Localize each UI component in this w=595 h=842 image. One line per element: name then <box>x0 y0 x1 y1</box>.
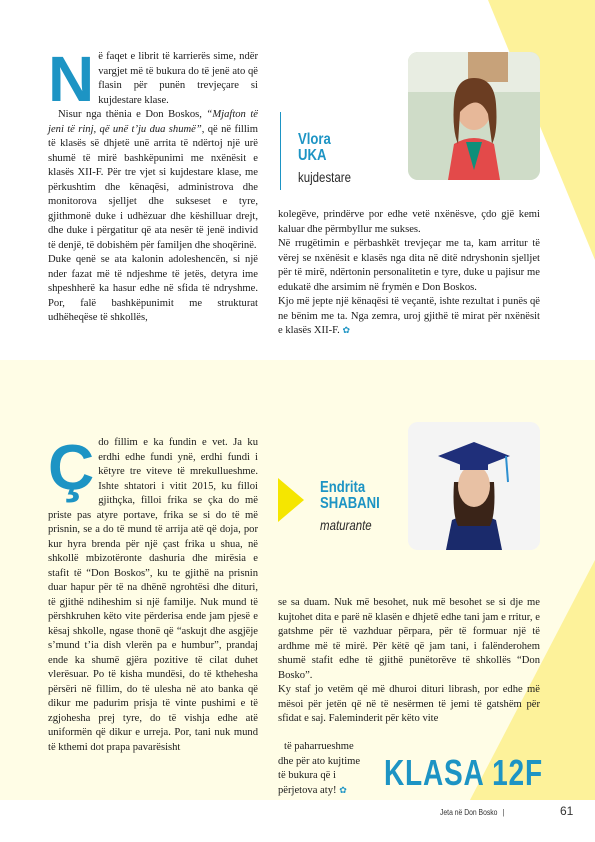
student-name-marker <box>278 478 304 522</box>
student-role: maturante <box>320 517 372 533</box>
teacher-photo <box>408 52 540 180</box>
article1-paragraph2 <box>48 108 258 253</box>
article1-column1 <box>48 43 258 326</box>
article1-lead-text: ë faqet e librit të karrierës sime, ndër vargjet më të bukura do të jenë ato që flasin për punën trevjeçare si kujdestare klase. <box>98 51 258 106</box>
article2-column2-paragraph2: Ky staf jo vetëm që më dhuroi dituri librash, por edhe më mësoi për jetën që në të nesërmen të jemi të gatshëm për sfidat e saj. Faleminderit për këto vite <box>278 684 540 724</box>
student-photo <box>408 422 540 550</box>
section-divider <box>0 360 595 390</box>
teacher-role: kujdestare <box>298 169 351 185</box>
teacher-portrait <box>408 52 540 180</box>
teacher-first-name: Vlora <box>298 131 331 148</box>
article1-column2-paragraph2: Në rrugëtimin e përbashkët trevjeçar me ta, kam arritur të vërej se nxënësit e klasës nga dita në ditë ndryshonin sjelljet për të mirë, ndërtonin personalitetin e tyre, duke u pajisur me edukatë dhe arsimim në frymën e Don Boskos. <box>278 238 540 293</box>
article2-dropcap: Ç <box>48 431 95 503</box>
article2-paragraph1 <box>48 431 258 755</box>
article2-column2 <box>278 596 540 727</box>
student-portrait <box>408 422 540 550</box>
article1-p2-start: Nisur nga thënia e Don Boskos, <box>58 109 207 120</box>
closing-text-1: të paharrueshme <box>284 741 354 752</box>
student-name-block <box>320 480 380 534</box>
class-title: KLASA 12F <box>384 752 543 793</box>
article1-closing-text: Kjo më jepte një kënaqësi të veçantë, ishte rezultat i punës që ne bënim me ta. Nga zemra, uroj gjithë të mirat për nxënësit e klasës XII-F. <box>278 296 540 336</box>
flower-ornament-icon: ✿ <box>339 785 347 796</box>
student-first-name: Endrita <box>320 479 366 496</box>
page-number: 61 <box>560 804 574 818</box>
closing-line-4 <box>278 784 376 799</box>
article2-column1 <box>48 431 258 755</box>
article1-paragraph3: Duke qenë se ata kalonin adoleshencën, si një nder fazat më të ndjeshme të jetës, detyra ime shpeshherë ka hasur edhe në sfida të ndryshme. Por, falë bashkëpunimit me strukturat udhëheqëse të shkollës, <box>48 254 258 323</box>
article1-column2-paragraph3 <box>278 295 540 339</box>
footer-separator: | <box>502 808 505 817</box>
article2-closing <box>278 740 376 798</box>
article1-p2-end: , që në fillim të klasës së dhjetë unë arrita të ndërtoj një urë shumë të mirë bashkëpunimi me nxënësit e klasës XII-F. Për tre vjet si kujdestare klase, me përkushtim dhe kënaqësi, administrova dhe monitorova sjelljet dhe sukseset e tyre, gjithmonë duke i udhëzuar dhe këshilluar drejt, dhe duke i përgatitur që ata nesër të jenë individ të denjë, të dobishëm për familjen dhe shoqërinë. <box>48 123 258 251</box>
article1-column2-paragraph1: kolegëve, prindërve por edhe vetë nxënësve, çdo gjë kemi kaluar dhe përmbyllur me sukses. <box>278 209 540 235</box>
closing-text-4: përjetova aty! <box>278 784 337 796</box>
teacher-name-block <box>298 132 351 186</box>
page-footer <box>0 800 595 842</box>
teacher-last-name: UKA <box>298 147 327 164</box>
closing-line-2: dhe për ato kujtime <box>278 755 361 767</box>
article1-dropcap: N <box>48 43 95 115</box>
article2-body-text: do fillim e ka fundin e vet. Ja ku erdhi edhe fundi ynë, erdhi fundi i këtyre tre viteve të mrekullueshme. Ishte shtatori i vitit 2015, ku filloi gjithçka, filloi frika se çka do më priste pas atyre portave, frika se si do të më prisnin, se a do të mund të arrija atë që doja, por kur hyra brenda për një çast frika u shua, në shkollë mbizotëronte dashuria dhe mirësia e stafit të “Don Boskos”, ku te gjithë na prisnin duar hapur për të na dhënë ngrohtësi dhe dituri, të gjithë ndiheshim si një familje. Nuk mund të përshkruhen këto vite përderisa ende jam pjesë e kësaj shkolle, ngase thonë që “askujt dhe asgjëje s’mund t’ia dish vlerën pa e humbur”, prandaj ende ka shumë gjëra pozitive të cilat duhet vlerësuar. Po të kisha mundësi, do të kthehesha përsëri në fillim, do të ulesha në ato banka që dikur me padurim prisja të vinte pushimi e të zgjohesha prej tyre, do të vishja edhe atë uniformën që dikur e urreja. Por, tani nuk mund të kthemi dot prapa pavarësisht <box>48 437 258 753</box>
closing-line-3: të bukura që i <box>278 770 336 781</box>
magazine-name: Jeta në Don Bosko <box>440 808 498 817</box>
don-bosko-quote: “Mjafton të jeni të rinj, që unë t’ju dua shumë” <box>48 109 258 135</box>
article1-column2 <box>278 208 540 339</box>
article2-column2-paragraph1: se sa duam. Nuk më besohet, nuk më besohet se si dje me kujtohet dita e parë në klasën e dhjetë edhe tani jam e rritur, e gatshme për të vazhduar përpara, për të formuar një të ardhme më të mirë. Për këtë që jam tani, i falënderohem shumë stafit edhe të gjithë punëtorëve të shkollës “Don Bosko”. <box>278 597 540 681</box>
closing-line-1 <box>278 740 376 755</box>
student-last-name: SHABANI <box>320 495 380 512</box>
teacher-name-divider <box>280 112 281 190</box>
footer-magazine <box>440 808 505 817</box>
flower-ornament-icon: ✿ <box>342 326 351 336</box>
